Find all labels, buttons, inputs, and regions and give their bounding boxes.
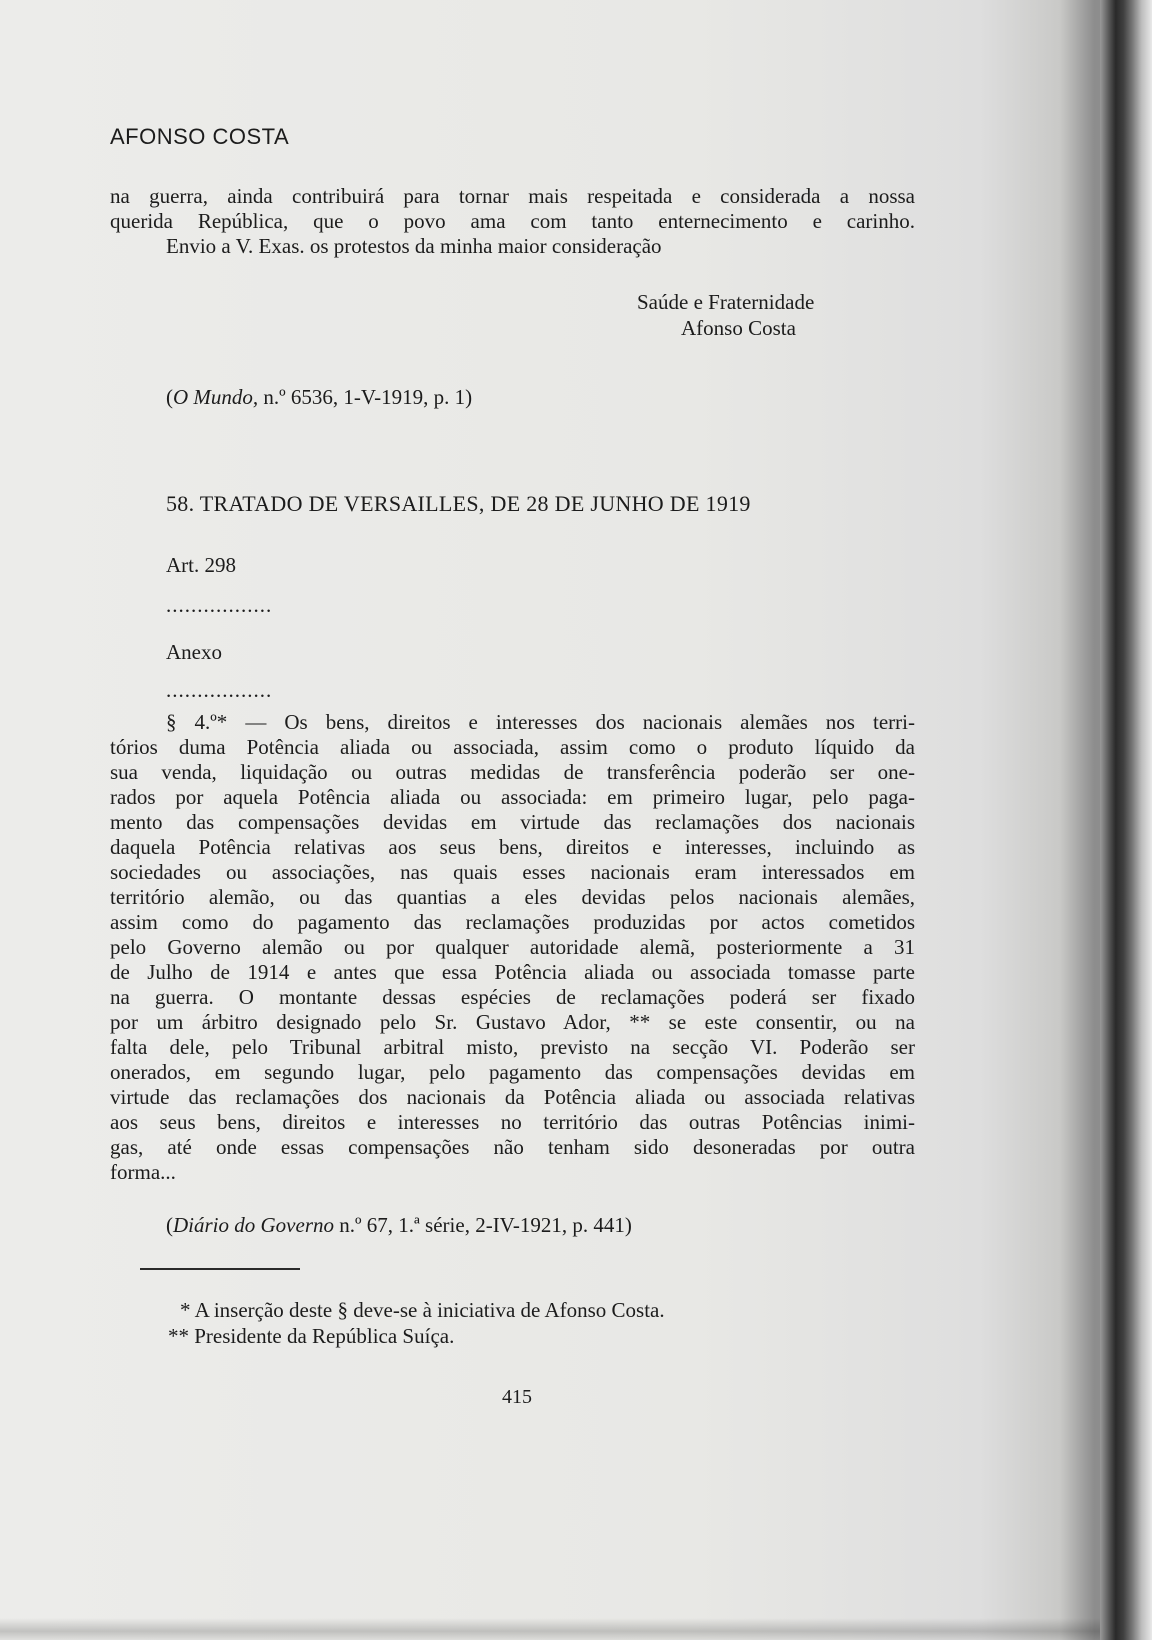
body-line: de Julho de 1914 e antes que essa Potência aliada ou associada tomasse parte <box>110 960 915 984</box>
body-line: sua venda, liquidação ou outras medidas de transferência poderão ser one- <box>110 760 915 784</box>
ellipsis-line: ................. <box>166 678 273 702</box>
letter-paragraph <box>110 184 915 259</box>
footnote-rule <box>140 1268 300 1270</box>
body-line: falta dele, pelo Tribunal arbitral misto, previsto na secção VI. Poderão ser <box>110 1035 915 1059</box>
body-line: mento das compensações devidas em virtude das reclamações dos nacionais <box>110 810 915 834</box>
page-bottom-edge <box>0 1618 1100 1640</box>
article-label: Art. 298 <box>166 553 236 577</box>
ellipsis-line: ................. <box>166 593 273 617</box>
footnote-1: * A inserção deste § deve-se à iniciativa de Afonso Costa. <box>180 1298 665 1322</box>
body-line: por um árbitro designado pelo Sr. Gustavo Ador, ** se este consentir, ou na <box>110 1010 915 1034</box>
body-line: pelo Governo alemão ou por qualquer autoridade alemã, posteriormente a 31 <box>110 935 915 959</box>
body-line: daquela Potência relativas aos seus bens, direitos e interesses, incluindo as <box>110 835 915 859</box>
treaty-paragraph <box>110 710 915 1185</box>
citation-source: O Mundo, <box>173 385 259 409</box>
citation-source: Diário do Governo <box>173 1213 334 1237</box>
body-line: § 4.º* — Os bens, direitos e interesses dos nacionais alemães nos terri- <box>166 710 915 734</box>
citation-prefix: ( <box>166 385 173 409</box>
citation-o-mundo <box>166 385 472 410</box>
body-line: tórios duma Potência aliada ou associada, assim como o produto líquido da <box>110 735 915 759</box>
running-head: AFONSO COSTA <box>110 124 290 149</box>
signoff-greeting: Saúde e Fraternidade <box>637 290 815 314</box>
body-line: forma... <box>110 1160 176 1184</box>
footnote-2: ** Presidente da República Suíça. <box>168 1324 455 1348</box>
signoff-name: Afonso Costa <box>681 316 796 340</box>
citation-prefix: ( <box>166 1213 173 1237</box>
page-number: 415 <box>502 1386 532 1408</box>
body-line: virtude das reclamações dos nacionais da Potência aliada ou associada relativas <box>110 1085 915 1109</box>
body-line: na guerra. O montante dessas espécies de reclamações poderá ser fixado <box>110 985 915 1009</box>
body-line: gas, até onde essas compensações não tenham sido desoneradas por outra <box>110 1135 915 1159</box>
section-title: 58. TRATADO DE VERSAILLES, DE 28 DE JUNHO DE 1919 <box>166 491 751 516</box>
letter-line: Envio a V. Exas. os protestos da minha maior consideração <box>166 234 662 258</box>
letter-line: querida República, que o povo ama com tanto enternecimento e carinho. <box>110 209 915 233</box>
body-line: sociedades ou associações, nas quais esses nacionais eram interessados em <box>110 860 915 884</box>
book-spine-shadow <box>1100 0 1152 1640</box>
body-line: assim como do pagamento das reclamações produzidas por actos cometidos <box>110 910 915 934</box>
body-line: onerados, em segundo lugar, pelo pagamento das compensações devidas em <box>110 1060 915 1084</box>
letter-line: na guerra, ainda contribuirá para tornar mais respeitada e considerada a nossa <box>110 184 915 208</box>
body-line: aos seus bens, direitos e interesses no território das outras Potências inimi- <box>110 1110 915 1134</box>
annex-label: Anexo <box>166 640 222 664</box>
citation-rest: n.º 67, 1.ª série, 2-IV-1921, p. 441) <box>334 1213 632 1237</box>
citation-diario-do-governo <box>166 1213 632 1238</box>
citation-rest: n.º 6536, 1-V-1919, p. 1) <box>258 385 473 409</box>
body-line: rados por aquela Potência aliada ou associada: em primeiro lugar, pelo paga- <box>110 785 915 809</box>
body-line: território alemão, ou das quantias a eles devidas pelos nacionais alemães, <box>110 885 915 909</box>
